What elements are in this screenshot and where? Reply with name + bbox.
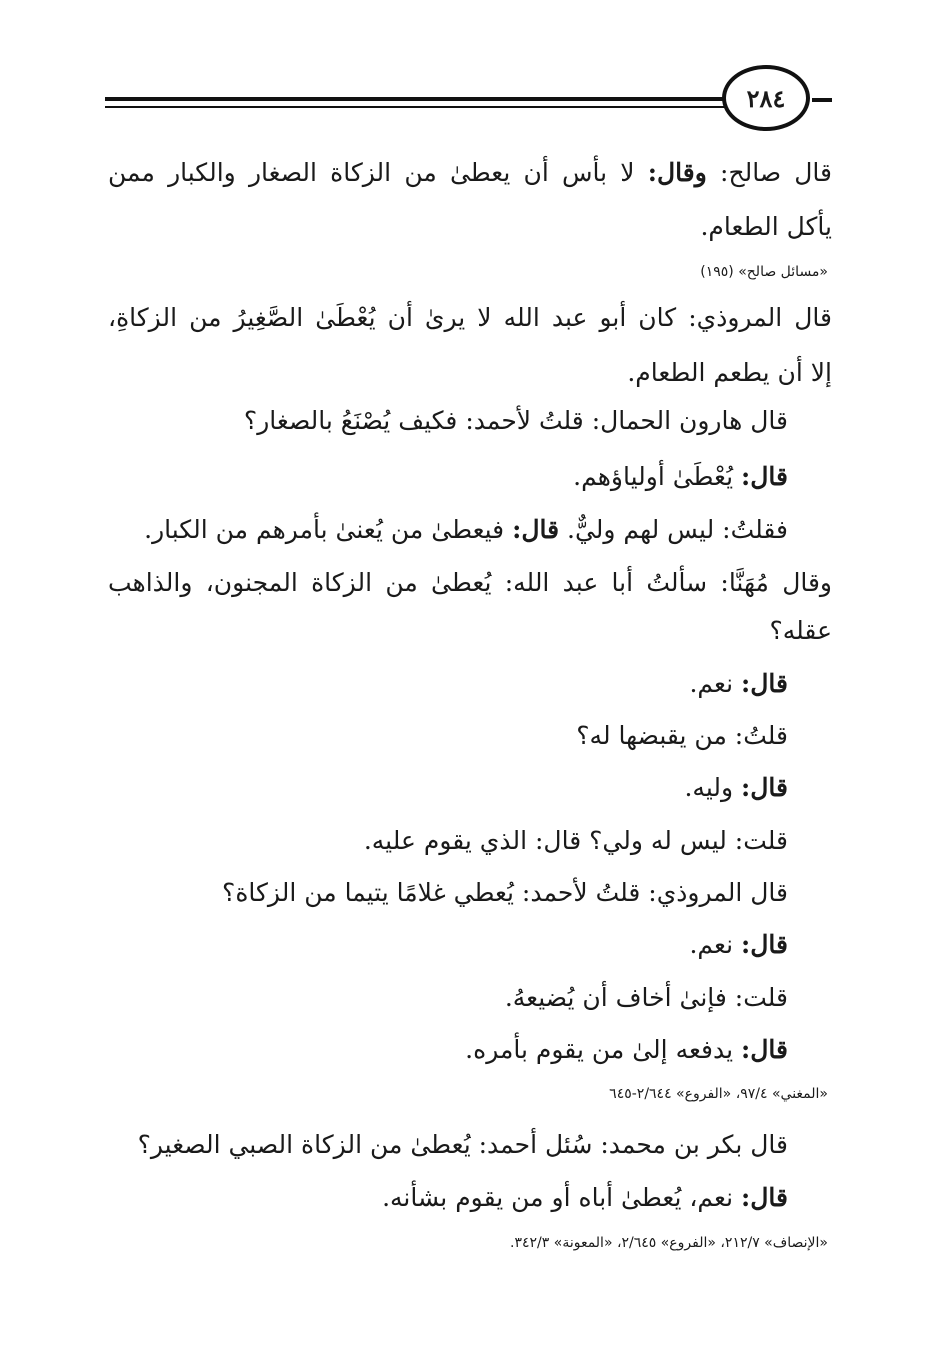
- header-rule-thick: [105, 97, 730, 101]
- header-rule-thin: [105, 106, 730, 108]
- text-line-3: قال المروذي: كان أبو عبد الله لا يرىٰ أن يُعْطَىٰ الصَّغِيرُ من الزكاةِ،: [108, 303, 832, 332]
- keyword-qal: قال:: [512, 515, 560, 544]
- citation-1: «مسائل صالح» (١٩٥): [700, 264, 828, 280]
- text-line-10: قال: نعم.: [689, 669, 788, 698]
- keyword-qal: قال:: [741, 669, 788, 698]
- text-line-9: عقله؟: [769, 616, 832, 645]
- page-number: ٢٨٤: [722, 65, 810, 131]
- keyword-qal: قال:: [741, 462, 788, 491]
- text-line-13: قلت: ليس له ولي؟ قال: الذي يقوم عليه.: [363, 826, 788, 855]
- text-line-12: قال: وليه.: [684, 773, 788, 802]
- keyword-qal: قال:: [741, 1183, 788, 1212]
- speaker: قال صالح:: [720, 158, 832, 187]
- text-line-14: قال المروذي: قلتُ لأحمد: يُعطي غلامًا يتيما من الزكاة؟: [222, 878, 788, 907]
- text-line-7: فقلتُ: ليس لهم وليٌّ. قال: فيعطىٰ من يُعنىٰ بأمرهم من الكبار.: [144, 515, 788, 544]
- text-line-11: قلتُ: من يقبضها له؟: [576, 721, 788, 750]
- text-line-18: قال بكر بن محمد: سُئل أحمد: يُعطىٰ من الزكاة الصبي الصغير؟: [137, 1130, 788, 1159]
- keyword-qal: قال:: [741, 930, 788, 959]
- text-line-5: قال هارون الحمال: قلتُ لأحمد: فكيف يُصْنَعُ بالصغار؟: [243, 406, 788, 435]
- citation-3: «الإنصاف» ٢١٢/٧، «الفروع» ٢/٦٤٥، «المعونة» ٣٤٢/٣.: [510, 1235, 828, 1251]
- line-text: لا بأس أن يعطىٰ من الزكاة الصغار والكبار ممن: [108, 158, 635, 187]
- text-line-1: [108, 156, 832, 190]
- text-line-16: قلت: فإنىٰ أخاف أن يُضيعهُ.: [504, 983, 788, 1012]
- text-line-19: قال: نعم، يُعطىٰ أباه أو من يقوم بشأنه.: [382, 1183, 788, 1212]
- text-line-6: قال: يُعْطَىٰ أولياؤهم.: [573, 462, 788, 491]
- header-rule-right: [812, 98, 832, 102]
- citation-2: «المغني» ٩٧/٤، «الفروع» ٢/٦٤٤-٦٤٥: [609, 1086, 828, 1102]
- keyword-qal: وقال:: [647, 158, 707, 187]
- text-line-4: إلا أن يطعم الطعام.: [627, 358, 832, 387]
- keyword-qal: قال:: [741, 1035, 788, 1064]
- text-line-8: وقال مُهَنَّا: سألتُ أبا عبد الله: يُعطىٰ من الزكاة المجنون، والذاهب: [108, 568, 832, 597]
- keyword-qal: قال:: [741, 773, 788, 802]
- text-line-2: يأكل الطعام.: [700, 212, 832, 241]
- text-line-17: قال: يدفعه إلىٰ من يقوم بأمره.: [465, 1035, 788, 1064]
- text-line-15: قال: نعم.: [689, 930, 788, 959]
